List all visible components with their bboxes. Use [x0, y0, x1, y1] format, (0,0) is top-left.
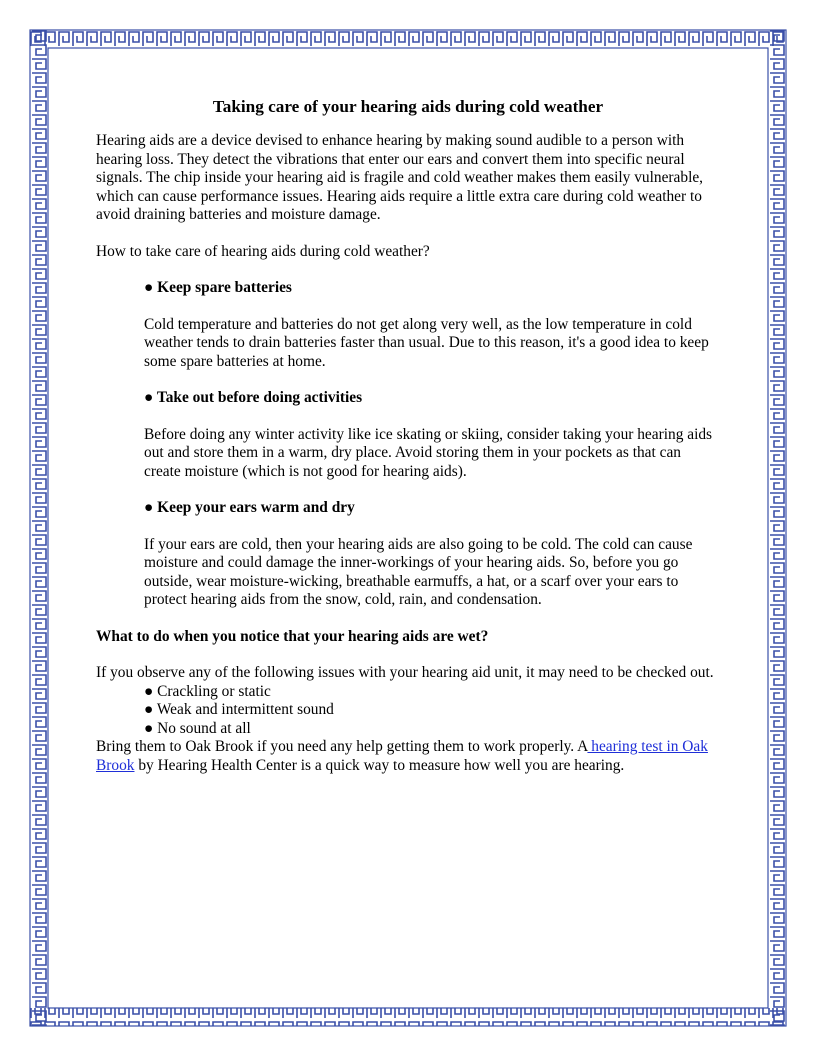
- document-page: [96, 92, 720, 775]
- tip-body: If your ears are cold, then your hearing aids are also going to be cold. The cold can cause moisture and could damage the inner-workings of your hearing aids. So, before you go outside, wear moisture-wicking, breathable earmuffs, a hat, or a scarf over your ears to protect hearing aids from the snow, cold, rain, and condensation.: [144, 535, 693, 608]
- wet-intro-paragraph: If you observe any of the following issues with your hearing aid unit, it may need to be checked out.: [96, 664, 714, 681]
- hearing-test-link[interactable]: hearing test in Oak Brook: [96, 738, 708, 774]
- issue-list-item: ● Crackling or static: [144, 682, 271, 700]
- document-title: Taking care of your hearing aids during cold weather: [212, 97, 604, 116]
- closing-paragraph: [96, 738, 720, 775]
- tip-heading: ● Keep your ears warm and dry: [144, 499, 355, 516]
- issue-list-item: ● No sound at all: [144, 719, 251, 737]
- tip-heading: ● Keep spare batteries: [144, 279, 292, 296]
- tip-body: Cold temperature and batteries do not get along very well, as the low temperature in cold weather tends to drain batteries faster than usual. Due to this reason, it's a good idea to keep some spare batteries at home.: [144, 315, 709, 370]
- care-question: How to take care of hearing aids during cold weather?: [96, 242, 430, 260]
- closing-text-before: Bring them to Oak Brook if you need any help getting them to work properly. A: [96, 738, 588, 755]
- tip-heading: ● Take out before doing activities: [144, 389, 363, 406]
- wet-section-heading: What to do when you notice that your hearing aids are wet?: [96, 627, 489, 645]
- tip-body: Before doing any winter activity like ice skating or skiing, consider taking your hearing aids out and store them in a warm, dry place. Avoid storing them in your pockets as that can create moisture (which is not good for hearing aids).: [144, 425, 713, 480]
- issue-list-item: ● Weak and intermittent sound: [144, 701, 334, 718]
- closing-text-after: by Hearing Health Center is a quick way to measure how well you are hearing.: [134, 756, 625, 774]
- intro-paragraph: Hearing aids are a device devised to enhance hearing by making sound audible to a person with hearing loss. They detect the vibrations that enter our ears and convert them into specific neural signals. The chip inside your hearing aid is fragile and cold weather makes them easily vulnerable, which can cause performance issues. Hearing aids require a little extra care during cold weather to avoid draining batteries and moisture damage.: [96, 132, 704, 223]
